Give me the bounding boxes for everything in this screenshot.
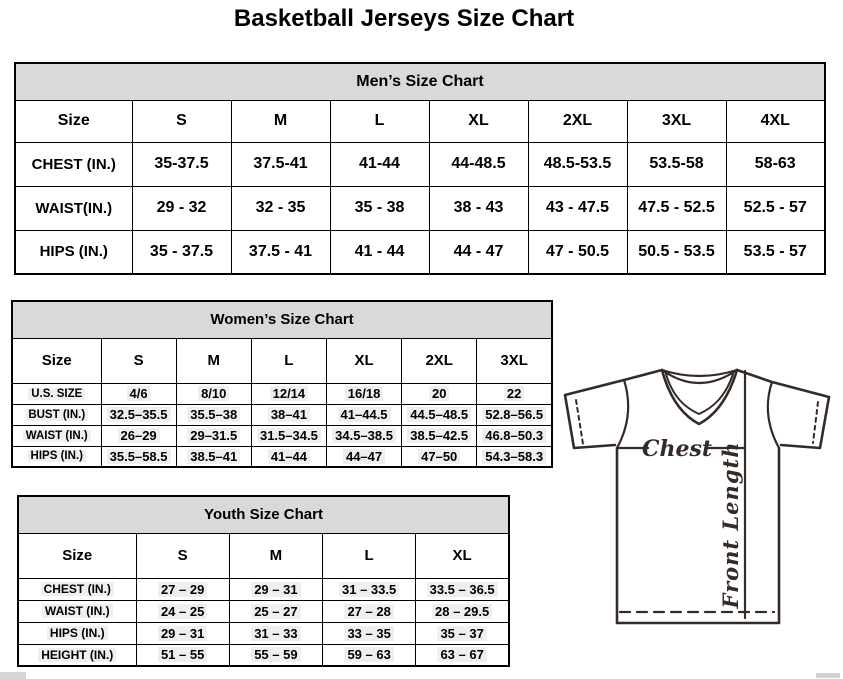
- youth-size-table: [17, 495, 510, 667]
- youth-value-cell: 27 – 29: [136, 578, 229, 600]
- women-table-row: [12, 404, 552, 425]
- women-value-cell: 38.5–41: [176, 446, 251, 467]
- women-value-cell: 52.8–56.5: [477, 404, 552, 425]
- women-value-cell: 32.5–35.5: [101, 404, 176, 425]
- women-value-cell: 4/6: [101, 383, 176, 404]
- women-value-cell: 26–29: [101, 425, 176, 446]
- women-value-cell: 16/18: [326, 383, 401, 404]
- men-value-cell: 47 - 50.5: [528, 230, 627, 274]
- women-value-cell: 29–31.5: [176, 425, 251, 446]
- men-value-cell: 44 - 47: [429, 230, 528, 274]
- women-column-header: XL: [326, 338, 401, 383]
- front-length-label: Front Length: [718, 441, 743, 609]
- women-value-cell: 34.5–38.5: [326, 425, 401, 446]
- mens-size-table: [14, 62, 826, 275]
- youth-row-label: WAIST (IN.): [18, 600, 136, 622]
- women-value-cell: 35.5–38: [176, 404, 251, 425]
- men-column-header: 2XL: [528, 100, 627, 142]
- men-table-row: [15, 230, 825, 274]
- men-value-cell: 35-37.5: [132, 142, 231, 186]
- men-column-header: 4XL: [726, 100, 825, 142]
- women-value-cell: 41–44: [251, 446, 326, 467]
- men-column-header: 3XL: [627, 100, 726, 142]
- men-value-cell: 41-44: [330, 142, 429, 186]
- youth-column-header: S: [136, 533, 229, 578]
- men-table-row: [15, 186, 825, 230]
- jersey-right-cuff-stitch: [813, 402, 818, 443]
- women-row-label: WAIST (IN.): [12, 425, 101, 446]
- youth-table-title: Youth Size Chart: [18, 496, 509, 533]
- youth-value-cell: 24 – 25: [136, 600, 229, 622]
- youth-table-row: [18, 600, 509, 622]
- women-table-row: [12, 425, 552, 446]
- youth-column-header: M: [229, 533, 322, 578]
- youth-value-cell: 51 – 55: [136, 644, 229, 666]
- youth-value-cell: 28 – 29.5: [416, 600, 509, 622]
- men-row-label: WAIST(IN.): [15, 186, 132, 230]
- jersey-right-sleeve: [737, 370, 829, 448]
- youth-value-cell: 31 – 33.5: [323, 578, 416, 600]
- youth-value-cell: 33 – 35: [323, 622, 416, 644]
- jersey-right-armhole-seam: [768, 382, 779, 448]
- youth-column-header: L: [323, 533, 416, 578]
- women-value-cell: 8/10: [176, 383, 251, 404]
- women-column-header: L: [251, 338, 326, 383]
- youth-value-cell: 35 – 37: [416, 622, 509, 644]
- women-size-header: Size: [12, 338, 101, 383]
- youth-value-cell: 55 – 59: [229, 644, 322, 666]
- women-value-cell: 12/14: [251, 383, 326, 404]
- men-value-cell: 58-63: [726, 142, 825, 186]
- men-value-cell: 37.5-41: [231, 142, 330, 186]
- women-table-row: [12, 383, 552, 404]
- men-column-header: L: [330, 100, 429, 142]
- men-value-cell: 37.5 - 41: [231, 230, 330, 274]
- women-column-header: S: [101, 338, 176, 383]
- men-row-label: CHEST (IN.): [15, 142, 132, 186]
- women-row-label: BUST (IN.): [12, 404, 101, 425]
- women-table-title: Women’s Size Chart: [12, 301, 552, 338]
- men-value-cell: 43 - 47.5: [528, 186, 627, 230]
- youth-value-cell: 25 – 27: [229, 600, 322, 622]
- youth-value-cell: 27 – 28: [323, 600, 416, 622]
- men-value-cell: 29 - 32: [132, 186, 231, 230]
- men-size-header: Size: [15, 100, 132, 142]
- jersey-collar-v-outer: [662, 370, 737, 424]
- youth-value-cell: 33.5 – 36.5: [416, 578, 509, 600]
- youth-value-cell: 29 – 31: [136, 622, 229, 644]
- men-value-cell: 35 - 38: [330, 186, 429, 230]
- youth-value-cell: 63 – 67: [416, 644, 509, 666]
- youth-column-header: XL: [416, 533, 509, 578]
- women-value-cell: 22: [477, 383, 552, 404]
- jersey-measurement-diagram: [552, 360, 843, 660]
- jersey-collar-v-inner: [666, 374, 733, 414]
- women-value-cell: 44–47: [326, 446, 401, 467]
- men-table-title: Men’s Size Chart: [15, 63, 825, 100]
- youth-value-cell: 59 – 63: [323, 644, 416, 666]
- women-table-row: [12, 446, 552, 467]
- women-value-cell: 31.5–34.5: [251, 425, 326, 446]
- women-column-header: 3XL: [477, 338, 552, 383]
- youth-value-cell: 29 – 31: [229, 578, 322, 600]
- men-value-cell: 53.5-58: [627, 142, 726, 186]
- men-value-cell: 48.5-53.5: [528, 142, 627, 186]
- horizontal-scrollbar-thumb[interactable]: [0, 672, 26, 679]
- youth-value-cell: 31 – 33: [229, 622, 322, 644]
- men-value-cell: 35 - 37.5: [132, 230, 231, 274]
- women-value-cell: 46.8–50.3: [477, 425, 552, 446]
- horizontal-scrollbar-end[interactable]: [816, 673, 840, 678]
- women-value-cell: 38.5–42.5: [402, 425, 477, 446]
- women-row-label: HIPS (IN.): [12, 446, 101, 467]
- jersey-body-outline: [617, 448, 779, 623]
- women-value-cell: 41–44.5: [326, 404, 401, 425]
- men-row-label: HIPS (IN.): [15, 230, 132, 274]
- men-table-row: [15, 142, 825, 186]
- men-value-cell: 50.5 - 53.5: [627, 230, 726, 274]
- men-value-cell: 47.5 - 52.5: [627, 186, 726, 230]
- women-row-label: U.S. SIZE: [12, 383, 101, 404]
- women-value-cell: 38–41: [251, 404, 326, 425]
- youth-row-label: CHEST (IN.): [18, 578, 136, 600]
- youth-table-row: [18, 578, 509, 600]
- men-value-cell: 32 - 35: [231, 186, 330, 230]
- men-value-cell: 38 - 43: [429, 186, 528, 230]
- youth-size-header: Size: [18, 533, 136, 578]
- youth-row-label: HIPS (IN.): [18, 622, 136, 644]
- men-column-header: M: [231, 100, 330, 142]
- women-value-cell: 44.5–48.5: [402, 404, 477, 425]
- women-column-header: M: [176, 338, 251, 383]
- men-value-cell: 52.5 - 57: [726, 186, 825, 230]
- page-title: Basketball Jerseys Size Chart: [233, 5, 575, 32]
- womens-size-table: [11, 300, 553, 468]
- jersey-left-cuff-stitch: [576, 400, 583, 444]
- jersey-left-armhole-seam: [617, 380, 628, 448]
- youth-row-label: HEIGHT (IN.): [18, 644, 136, 666]
- women-value-cell: 35.5–58.5: [101, 446, 176, 467]
- youth-table-row: [18, 644, 509, 666]
- men-column-header: S: [132, 100, 231, 142]
- women-value-cell: 20: [402, 383, 477, 404]
- women-column-header: 2XL: [402, 338, 477, 383]
- men-value-cell: 44-48.5: [429, 142, 528, 186]
- men-value-cell: 41 - 44: [330, 230, 429, 274]
- women-value-cell: 47–50: [402, 446, 477, 467]
- women-value-cell: 54.3–58.3: [477, 446, 552, 467]
- chest-measure-label: Chest: [641, 436, 713, 462]
- men-value-cell: 53.5 - 57: [726, 230, 825, 274]
- jersey-collar-back-upper: [662, 370, 737, 376]
- youth-table-row: [18, 622, 509, 644]
- men-column-header: XL: [429, 100, 528, 142]
